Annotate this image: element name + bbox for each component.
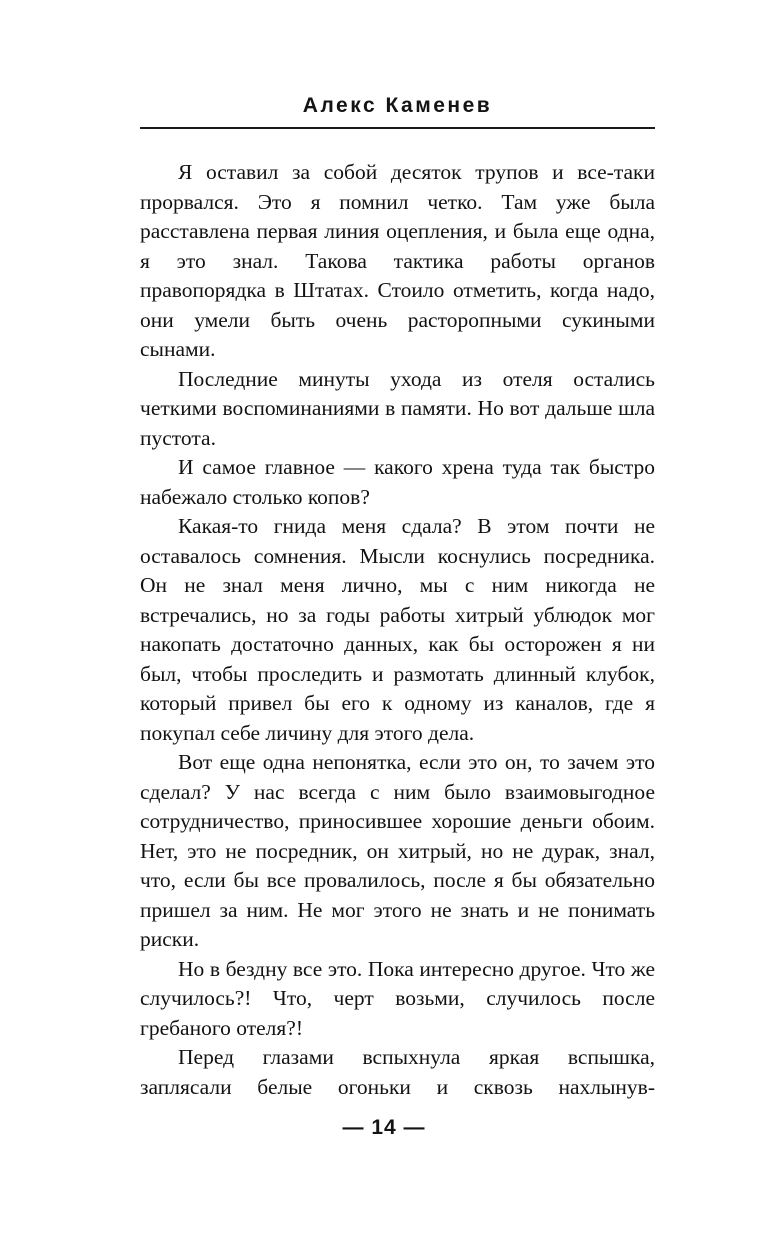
paragraph: Перед глазами вспыхнула яркая вспышка, заплясали белые огоньки и сквозь нахлынув- — [140, 1045, 655, 1099]
page-header — [140, 94, 655, 129]
paragraph: И самое главное — какого хрена туда так быстро набежало столько копов? — [140, 455, 655, 509]
paragraph: Но в бездну все это. Пока интересно другое. Что же случилось?! Что, черт возьми, случилось после гребаного отеля?! — [140, 956, 655, 1040]
author-name: Алекс Каменев — [302, 94, 493, 117]
paragraph: Последние минуты ухода из отеля остались четкими воспоминаниями в памяти. Но вот дальше шла пустота. — [140, 366, 655, 450]
header-rule — [140, 127, 655, 129]
text-column — [140, 0, 655, 1102]
paragraph: Я оставил за собой десяток трупов и все-таки прорвался. Это я помнил четко. Там уже была расставлена первая линия оцепления, и была еще одна, я это знал. Такова тактика работы органов правопорядка в Штатах. Стоило отметить, когда надо, они умели быть очень расторопными сукиными сынами. — [140, 160, 655, 361]
page-number: — 14 — — [342, 1116, 426, 1139]
paragraph: Какая-то гнида меня сдала? В этом почти не оставалось сомнения. Мысли коснулись посредника. Он не знал меня лично, мы с ним никогда не встречались, но за годы работы хитрый ублюдок мог накопать достаточно данных, как бы осторожен я ни был, чтобы проследить и размотать длинный клубок, который привел бы его к одному из каналов, где я покупал себе личину для этого дела. — [140, 514, 655, 745]
page-body — [140, 158, 655, 1102]
page-footer — [0, 1116, 768, 1140]
paragraph: Вот еще одна непонятка, если это он, то зачем это сделал? У нас всегда с ним было взаимовыгодное сотрудничество, приносившее хорошие деньги обоим. Нет, это не посредник, он хитрый, но не дурак, знал, что, если бы все провалилось, после я бы обязательно пришел за ним. Не мог этого не знать и не понимать риски. — [140, 750, 655, 951]
